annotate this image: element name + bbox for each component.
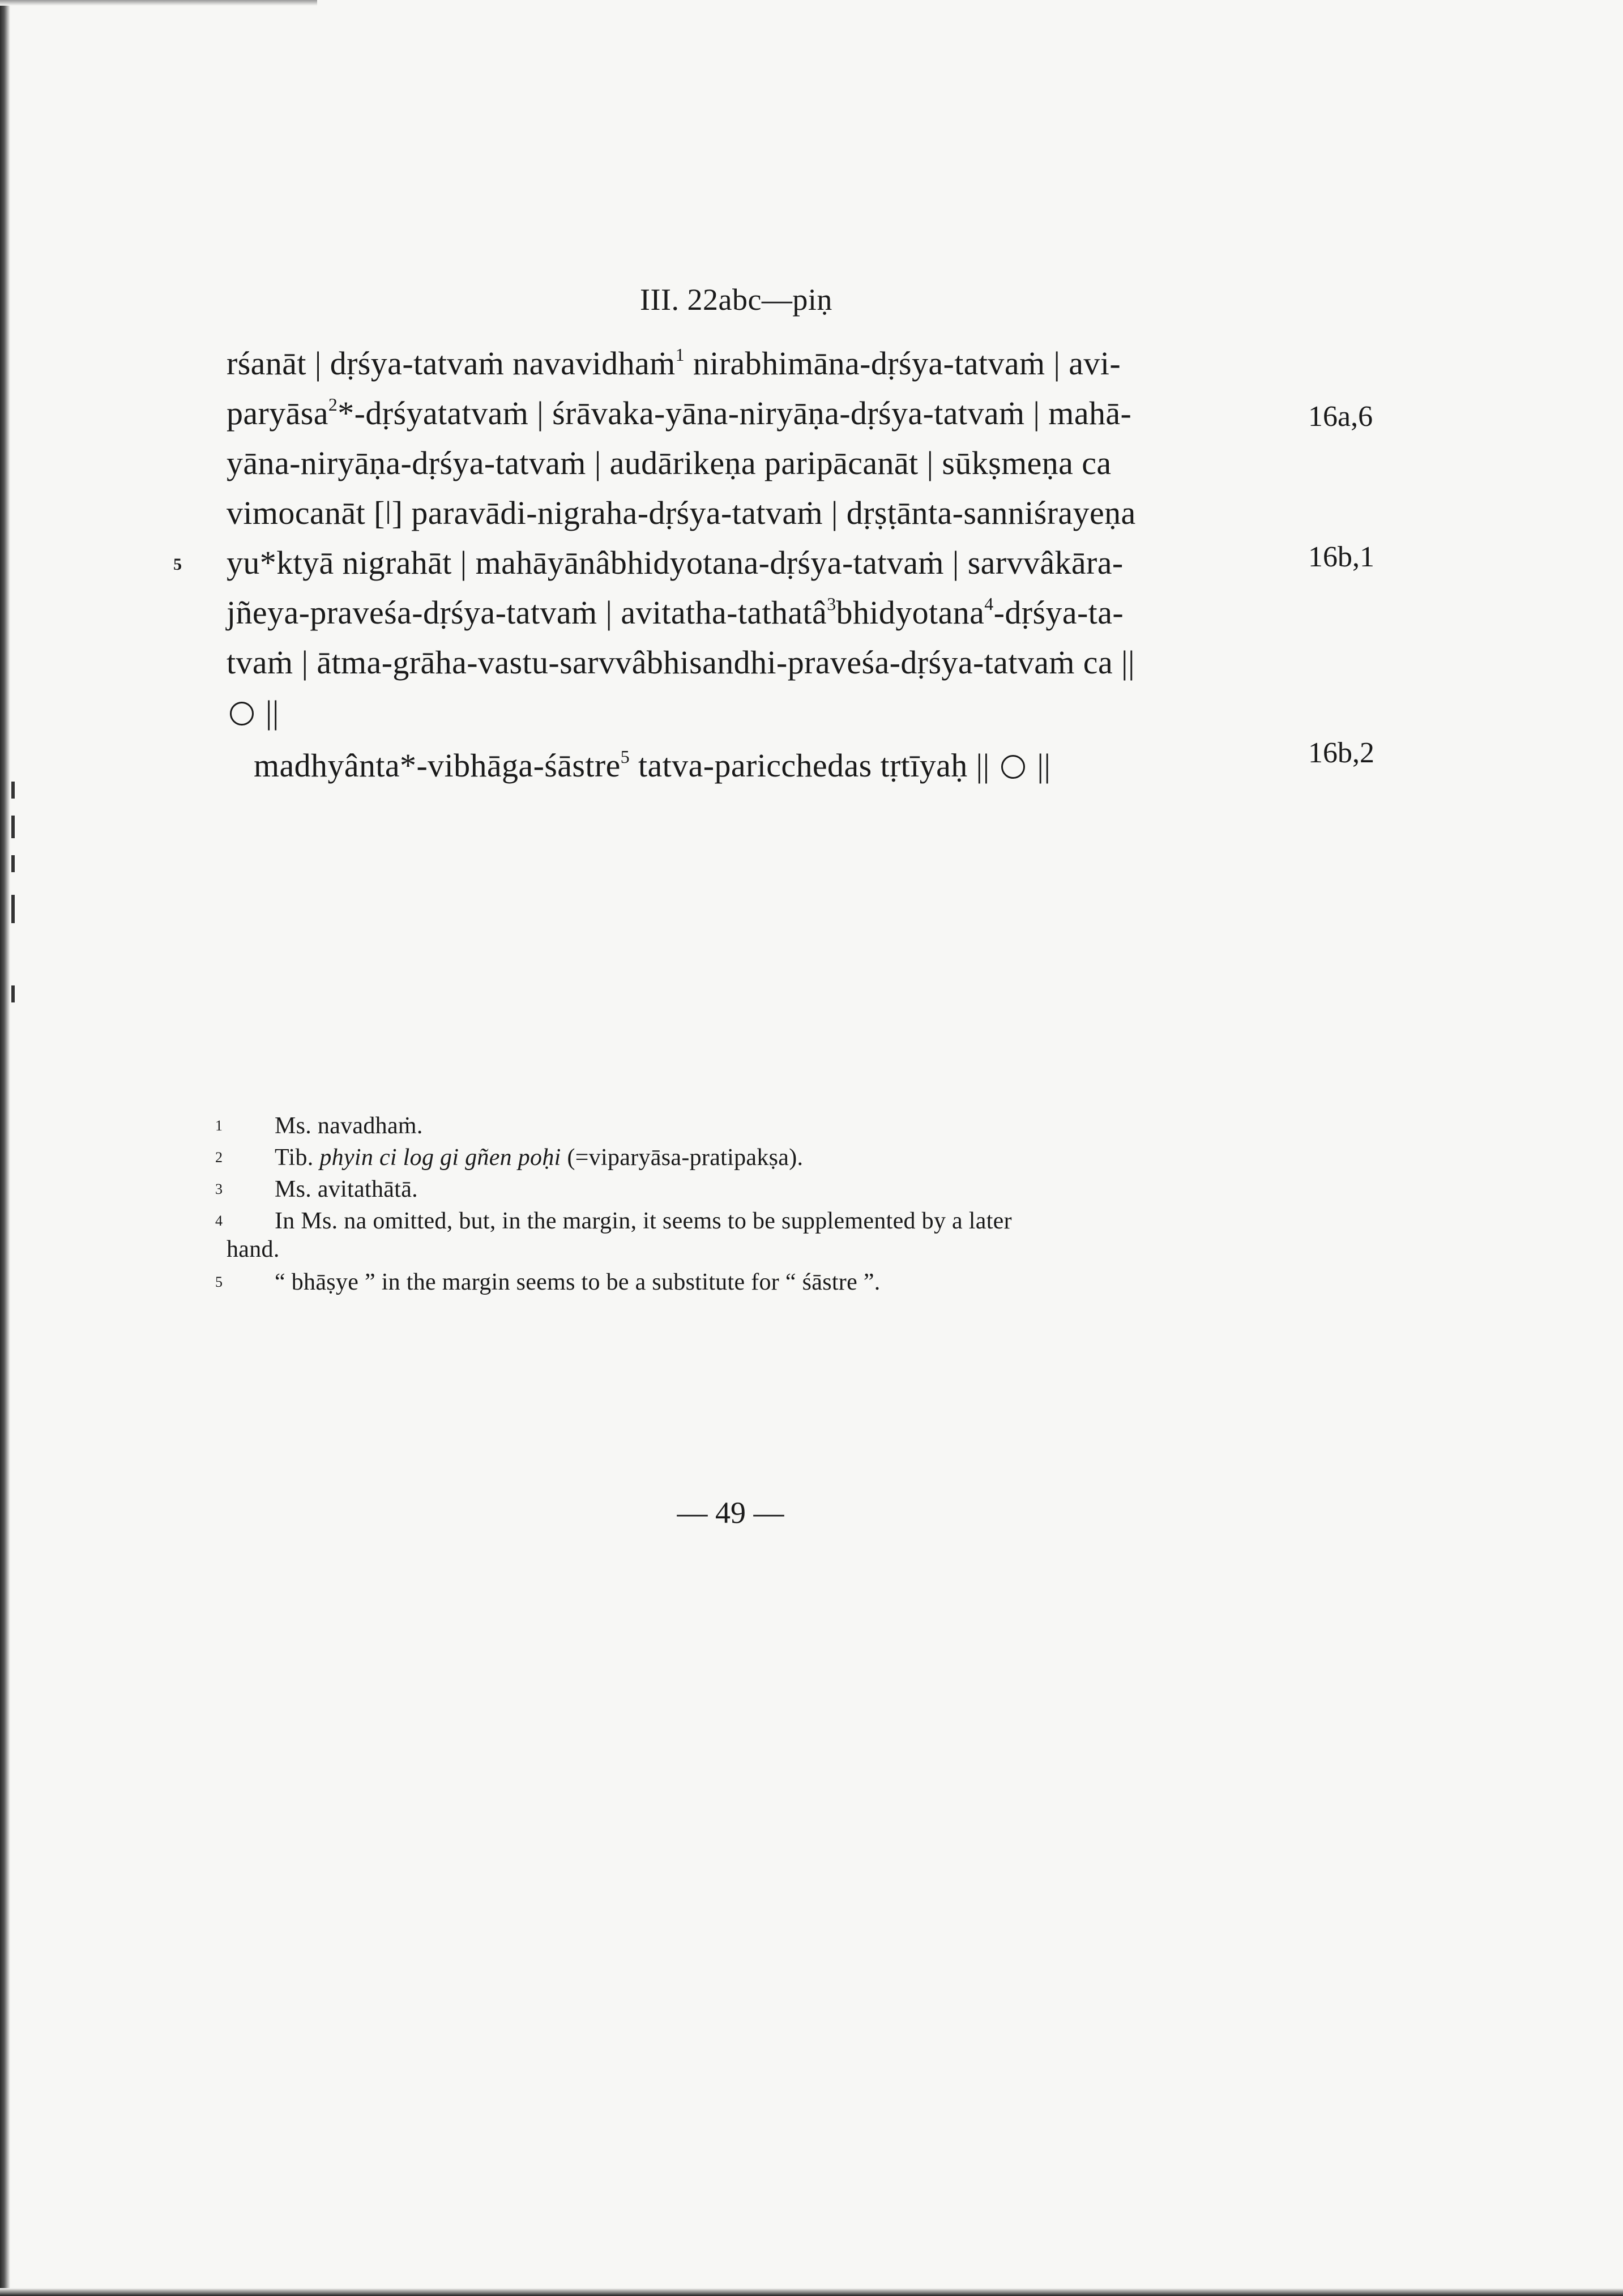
margin-binding-marks	[11, 782, 23, 1019]
colophon-line: madhyânta*-vibhāga-śāstre$^5$ tatva-paricchedas tṛtīyaḥ || ||	[254, 747, 1051, 784]
text-line-6: jñeya-praveśa-dṛśya-tatvaṁ | avitatha-tathatâ$^3$bhidyotana$^4$-dṛśya-ta-	[227, 594, 1124, 631]
folio-marker-16b1: 16b,1	[1308, 541, 1374, 573]
page-edge-shadow-bottom	[0, 2288, 1623, 2296]
page-edge-shadow-top	[0, 0, 317, 6]
text-line-5: yu*ktyā nigrahāt | mahāyānâbhidyotana-dṛśya-tatvaṁ | sarvvâkāra-	[227, 544, 1124, 581]
circle-mark-icon	[1001, 755, 1025, 779]
text-line-4: vimocanāt [ǀ] paravādi-nigraha-dṛśya-tatvaṁ | dṛṣṭānta-sanniśrayeṇa	[227, 494, 1136, 531]
line-number-5: 5	[173, 555, 182, 574]
text-line-1: rśanāt | dṛśya-tatvaṁ navavidhaṁ$^1$ nirabhimāna-dṛśya-tatvaṁ | avi-	[227, 345, 1121, 382]
running-head: III. 22abc—piṇ	[640, 283, 832, 317]
text-line-8: ||	[227, 688, 279, 737]
folio-marker-16a6: 16a,6	[1308, 400, 1373, 433]
text-line-7: tvaṁ | ātma-grāha-vastu-sarvvâbhisandhi-praveśa-dṛśya-tatvaṁ ca ||	[227, 644, 1135, 681]
page-edge-shadow-left	[0, 0, 10, 2296]
footnote-ref-1: 1	[675, 345, 685, 365]
page-number: — 49 —	[677, 1496, 784, 1530]
folio-marker-16b2: 16b,2	[1308, 737, 1374, 769]
footnote-ref-5: 5	[620, 747, 630, 767]
footnote-ref-2: 2	[328, 395, 338, 415]
footnote-ref-4: 4	[984, 594, 994, 614]
text-line-2: paryāsa$^2$*-dṛśyatatvaṁ | śrāvaka-yāna-niryāṇa-dṛśya-tatvaṁ | mahā-	[227, 395, 1132, 432]
footnote-ref-3: 3	[827, 594, 836, 614]
circle-mark-icon	[230, 702, 254, 725]
text-line-3: yāna-niryāṇa-dṛśya-tatvaṁ | audārikeṇa paripācanāt | sūkṣmeṇa ca	[227, 445, 1112, 481]
